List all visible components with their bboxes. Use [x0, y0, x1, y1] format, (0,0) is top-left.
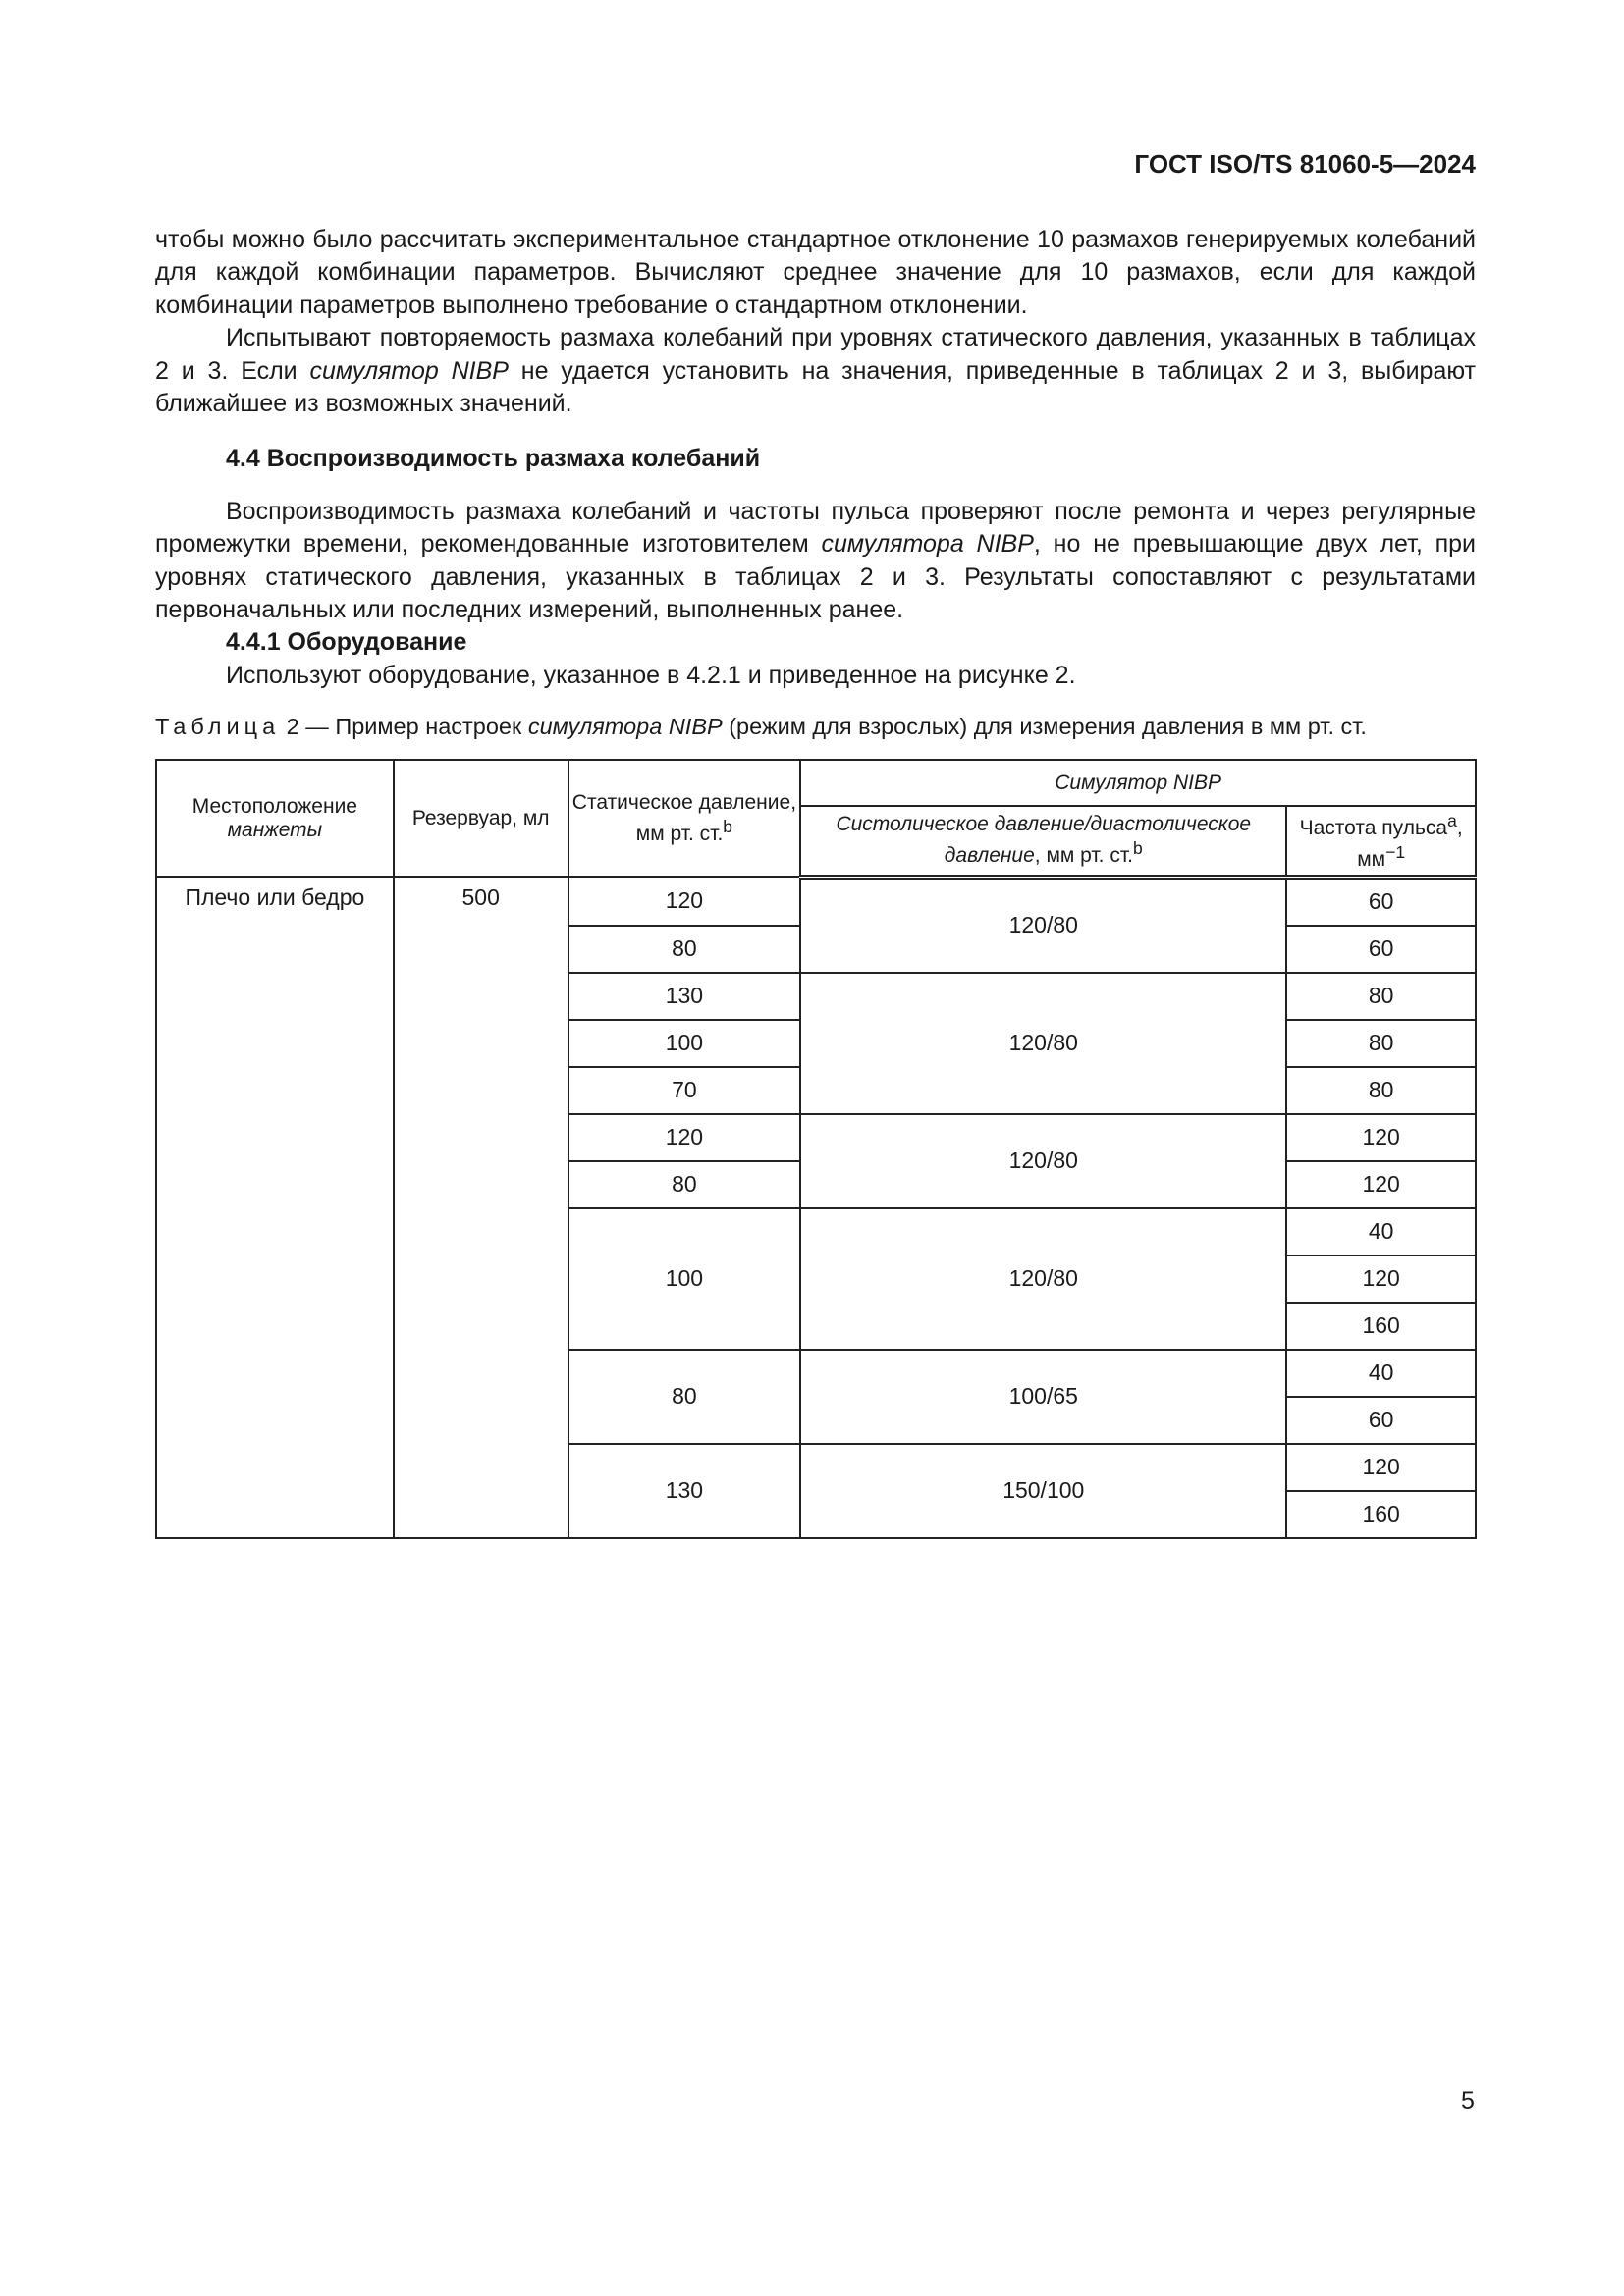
document-body [155, 224, 1476, 741]
page-number: 5 [1461, 2087, 1475, 2114]
header-sys-dia: Систолическое давление/диастолическое давление, мм рт. ст.$^b$ [800, 806, 1286, 877]
document-header: ГОСТ ISO/TS 81060-5—2024 [1134, 149, 1476, 179]
cell-pulse-rate: 80 [1286, 1020, 1476, 1067]
cell-static-pressure: 130 [568, 973, 801, 1020]
cell-pulse-rate: 120 [1286, 1255, 1476, 1303]
cell-pulse-rate: 160 [1286, 1491, 1476, 1538]
cell-pulse-rate: 80 [1286, 1067, 1476, 1114]
caption-italic: симулятора NIBP [527, 714, 723, 740]
header-reservoir: Резервуар, мл [394, 760, 568, 877]
text-run: Воспроизводимость размаха колебаний и частоты пульса проверяют после ремонта и через регулярные промежутки времени, рекомендованные изготовителем [155, 497, 1476, 559]
text-run: симулятора NIBP [821, 530, 1034, 559]
header-pulse: Частота пульса$^a$, $мм^{-1}$ [1286, 806, 1476, 877]
cell-reservoir: 500 [394, 877, 568, 1538]
cell-pulse-rate: 120 [1286, 1161, 1476, 1208]
paragraph [155, 322, 1476, 420]
cell-static-pressure: 80 [568, 1350, 801, 1444]
cell-pulse-rate: 160 [1286, 1303, 1476, 1350]
header-simulator: Симулятор NIBP [800, 760, 1476, 806]
paragraphs-b [155, 496, 1476, 627]
cell-simulator-pressure: 120/80 [800, 1208, 1286, 1350]
paragraph [155, 660, 1476, 692]
cell-pulse-rate: 40 [1286, 1350, 1476, 1397]
caption-text-end: (режим для взрослых) для измерения давления в мм рт. ст. [722, 714, 1367, 740]
table-caption [155, 712, 1476, 741]
cell-pulse-rate: 60 [1286, 877, 1476, 926]
cell-pulse-rate: 80 [1286, 973, 1476, 1020]
header-static: Статическое давление, мм рт. ст.$^b$ [568, 760, 801, 877]
subsection-heading: 4.4.1 Оборудование [226, 628, 467, 657]
paragraphs-a [155, 224, 1476, 420]
cell-simulator-pressure: 100/65 [800, 1350, 1286, 1444]
paragraphs-c [155, 660, 1476, 692]
cell-pulse-rate: 120 [1286, 1444, 1476, 1491]
cell-static-pressure: 120 [568, 877, 801, 926]
paragraph [155, 496, 1476, 627]
header-location: Местоположение манжеты [156, 760, 394, 877]
text-run: симулятор NIBP [309, 356, 509, 385]
section-heading: 4.4 Воспроизводимость размаха колебаний [226, 445, 761, 473]
cell-static-pressure: 70 [568, 1067, 801, 1114]
caption-text: 2 — Пример настроек [280, 714, 528, 740]
text-run: Используют оборудование, указанное в 4.2.1 и приведенное на рисунке 2. [226, 661, 1076, 689]
cell-simulator-pressure: 120/80 [800, 1114, 1286, 1208]
settings-table [155, 759, 1477, 1539]
cell-simulator-pressure: 120/80 [800, 973, 1286, 1114]
cell-static-pressure: 120 [568, 1114, 801, 1161]
caption-label: Таблица [155, 714, 281, 740]
cell-static-pressure: 100 [568, 1020, 801, 1067]
cell-static-pressure: 130 [568, 1444, 801, 1538]
text-run: не удается установить на значения, приведенные в таблицах 2 и 3, выбирают ближайшее из возможных значений. [155, 356, 1476, 418]
cell-simulator-pressure: 120/80 [800, 877, 1286, 973]
cell-static-pressure: 80 [568, 1161, 801, 1208]
text-run: , но не превышающие двух лет, при уровнях статического давления, указанных в таблицах 2 и 3. Результаты сопоставляют с результатами первоначальных или последних измерений, выполненных ранее. [155, 530, 1476, 624]
cell-simulator-pressure: 150/100 [800, 1444, 1286, 1538]
cell-pulse-rate: 60 [1286, 1397, 1476, 1444]
text-run: чтобы можно было рассчитать экспериментальное стандартное отклонение 10 размахов генерируемых колебаний для каждой комбинации параметров. Вычисляют среднее значение для 10 размахов, если для каждой комбинации параметров выполнено требование о стандартном отклонении. [155, 226, 1476, 319]
text-run: Испытывают повторяемость размаха колебаний при уровнях статического давления, указанных в таблицах 2 и 3. Если [155, 324, 1476, 385]
cell-location: Плечо или бедро [156, 877, 394, 1538]
cell-pulse-rate: 60 [1286, 926, 1476, 973]
cell-pulse-rate: 120 [1286, 1114, 1476, 1161]
cell-static-pressure: 100 [568, 1208, 801, 1350]
table-row [156, 877, 1476, 926]
cell-static-pressure: 80 [568, 926, 801, 973]
paragraph [155, 224, 1476, 322]
cell-pulse-rate: 40 [1286, 1208, 1476, 1255]
